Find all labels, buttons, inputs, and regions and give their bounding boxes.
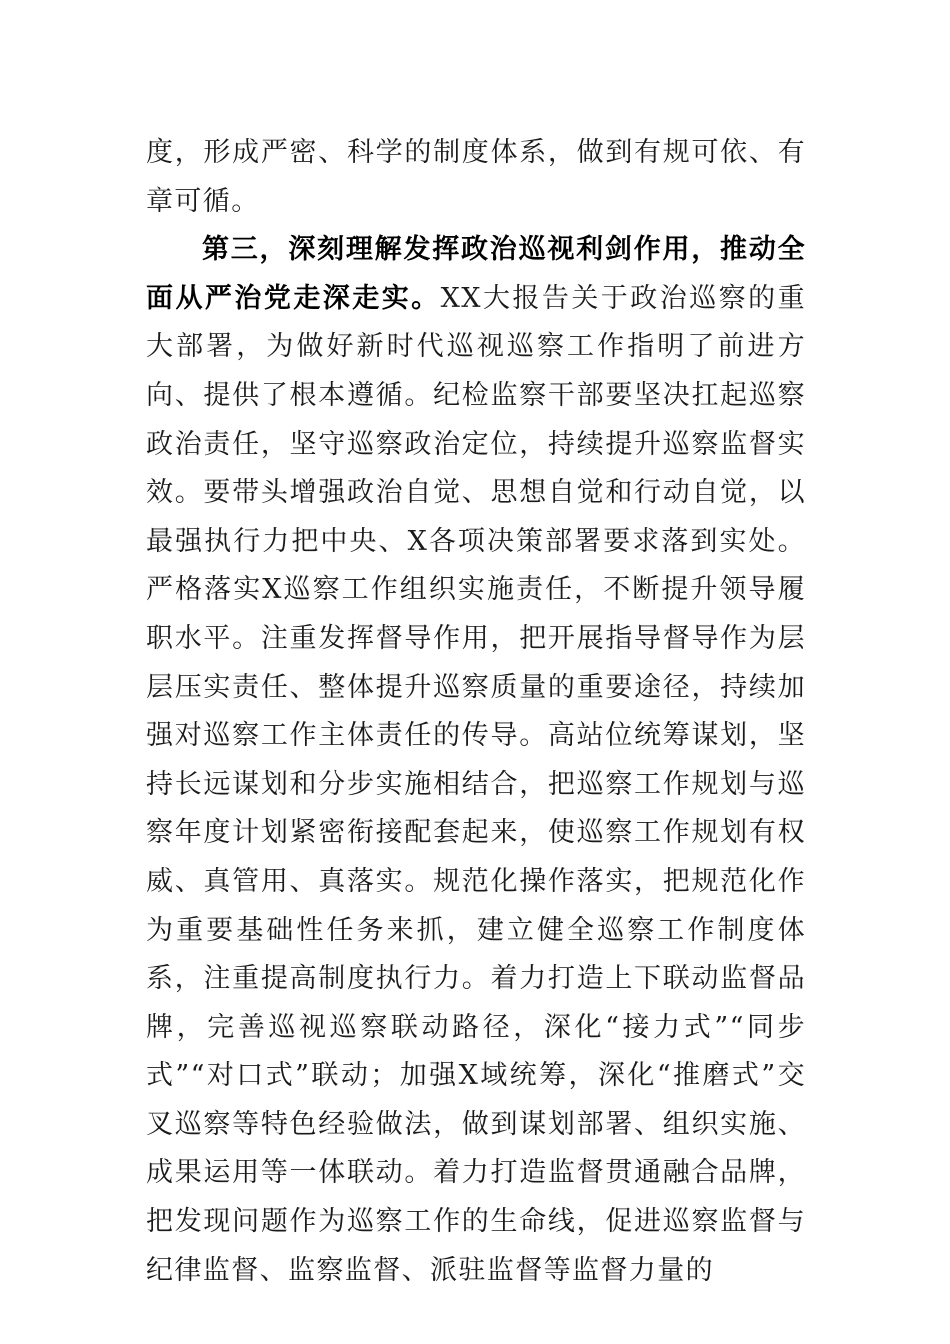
document-body xyxy=(146,129,806,1295)
paragraph-body: XX大报告关于政治巡察的重大部署，为做好新时代巡视巡察工作指明了前进方向、提供了根本遵循。纪检监察干部要坚决扛起巡察政治责任，坚守巡察政治定位，持续提升巡察监督实效。要带头增强政治自觉、思想自觉和行动自觉，以最强执行力把中央、X各项决策部署要求落到实处。严格落实X巡察工作组织实施责任，不断提升领导履职水平。注重发挥督导作用，把开展指导督导作为层层压实责任、整体提升巡察质量的重要途径，持续加强对巡察工作主体责任的传导。高站位统筹谋划，坚持长远谋划和分步实施相结合，把巡察工作规划与巡察年度计划紧密衔接配套起来，使巡察工作规划有权威、真管用、真落实。规范化操作落实，把规范化作为重要基础性任务来抓，建立健全巡察工作制度体系，注重提高制度执行力。着力打造上下联动监督品牌，完善巡视巡察联动路径，深化“接力式”“同步式”“对口式”联动；加强X域统筹，深化“推磨式”交叉巡察等特色经验做法，做到谋划部署、组织实施、成果运用等一体联动。着力打造监督贯通融合品牌，把发现问题作为巡察工作的生命线，促进巡察监督与纪律监督、监察监督、派驻监督等监督力量的 xyxy=(146,282,806,1286)
paragraph-text: 度，形成严密、科学的制度体系，做到有规可依、有章可循。 xyxy=(146,137,806,217)
paragraph-heading: 第三，深刻理解发挥政治巡视利剑作用，推动全面从严治党走深走实。 xyxy=(146,234,806,314)
paragraph-third-point xyxy=(146,226,806,1295)
paragraph-continuation xyxy=(146,129,806,226)
